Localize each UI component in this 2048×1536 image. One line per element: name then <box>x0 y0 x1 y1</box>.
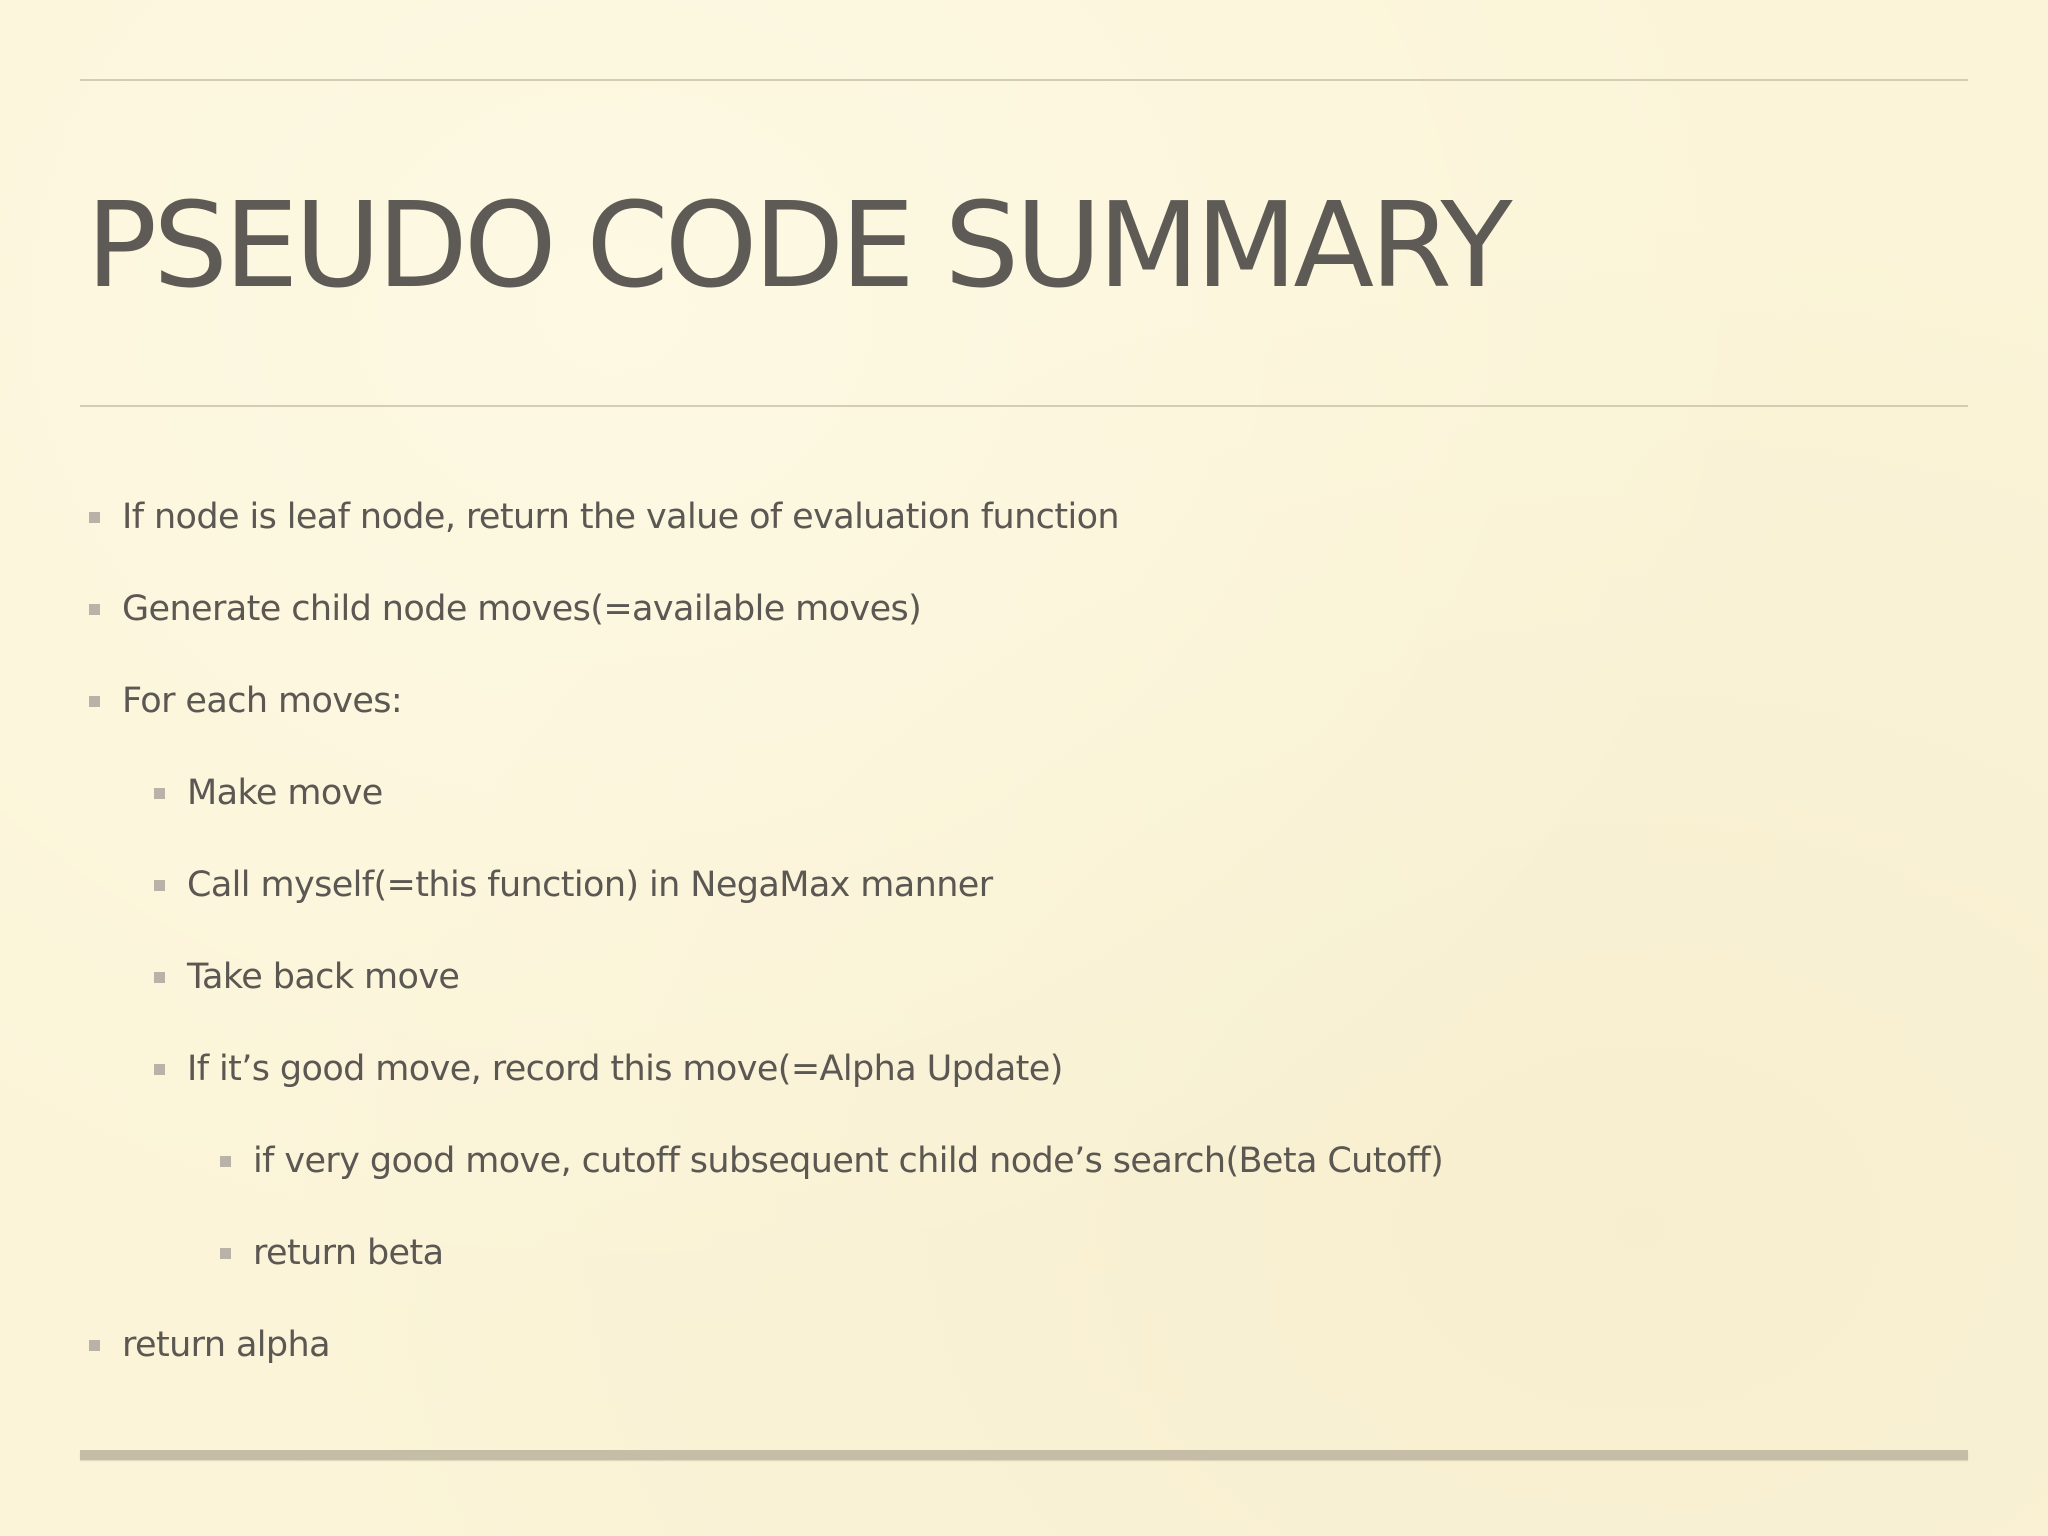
slide-title: PSEUDO CODE SUMMARY <box>86 176 1509 314</box>
bullet-square-icon <box>220 1248 231 1259</box>
bullet-text: return beta <box>253 1233 444 1273</box>
bullet-square-icon <box>154 972 165 983</box>
bullet-item <box>89 671 402 731</box>
bullet-text: Take back move <box>187 957 460 997</box>
bullet-text: For each moves: <box>122 681 403 721</box>
bullet-square-icon <box>89 512 100 523</box>
sub-bullet-item <box>154 855 993 915</box>
bullet-text: Make move <box>187 773 383 813</box>
bullet-text: If node is leaf node, return the value of evaluation function <box>122 497 1119 537</box>
bullet-item <box>89 1315 330 1375</box>
bullet-square-icon <box>154 788 165 799</box>
bullet-text: Generate child node moves(=available moves) <box>122 589 922 629</box>
bullet-text: return alpha <box>122 1325 330 1365</box>
bullet-text: If it’s good move, record this move(=Alpha Update) <box>187 1049 1063 1089</box>
bullet-square-icon <box>154 880 165 891</box>
sub-sub-bullet-item <box>220 1223 443 1283</box>
bullet-square-icon <box>89 604 100 615</box>
bullet-square-icon <box>220 1156 231 1167</box>
bullet-square-icon <box>89 1340 100 1351</box>
bullet-item <box>89 487 1119 547</box>
bullet-item <box>89 579 921 639</box>
sub-bullet-item <box>154 763 383 823</box>
sub-bullet-item <box>154 947 459 1007</box>
sub-bullet-item <box>154 1039 1063 1099</box>
bullet-square-icon <box>154 1064 165 1075</box>
bullet-text: Call myself(=this function) in NegaMax manner <box>187 865 993 905</box>
bullet-text: if very good move, cutoff subsequent child node’s search(Beta Cutoff) <box>253 1141 1444 1181</box>
bullet-square-icon <box>89 696 100 707</box>
sub-sub-bullet-item <box>220 1131 1443 1191</box>
bottom-divider <box>80 1450 1968 1460</box>
